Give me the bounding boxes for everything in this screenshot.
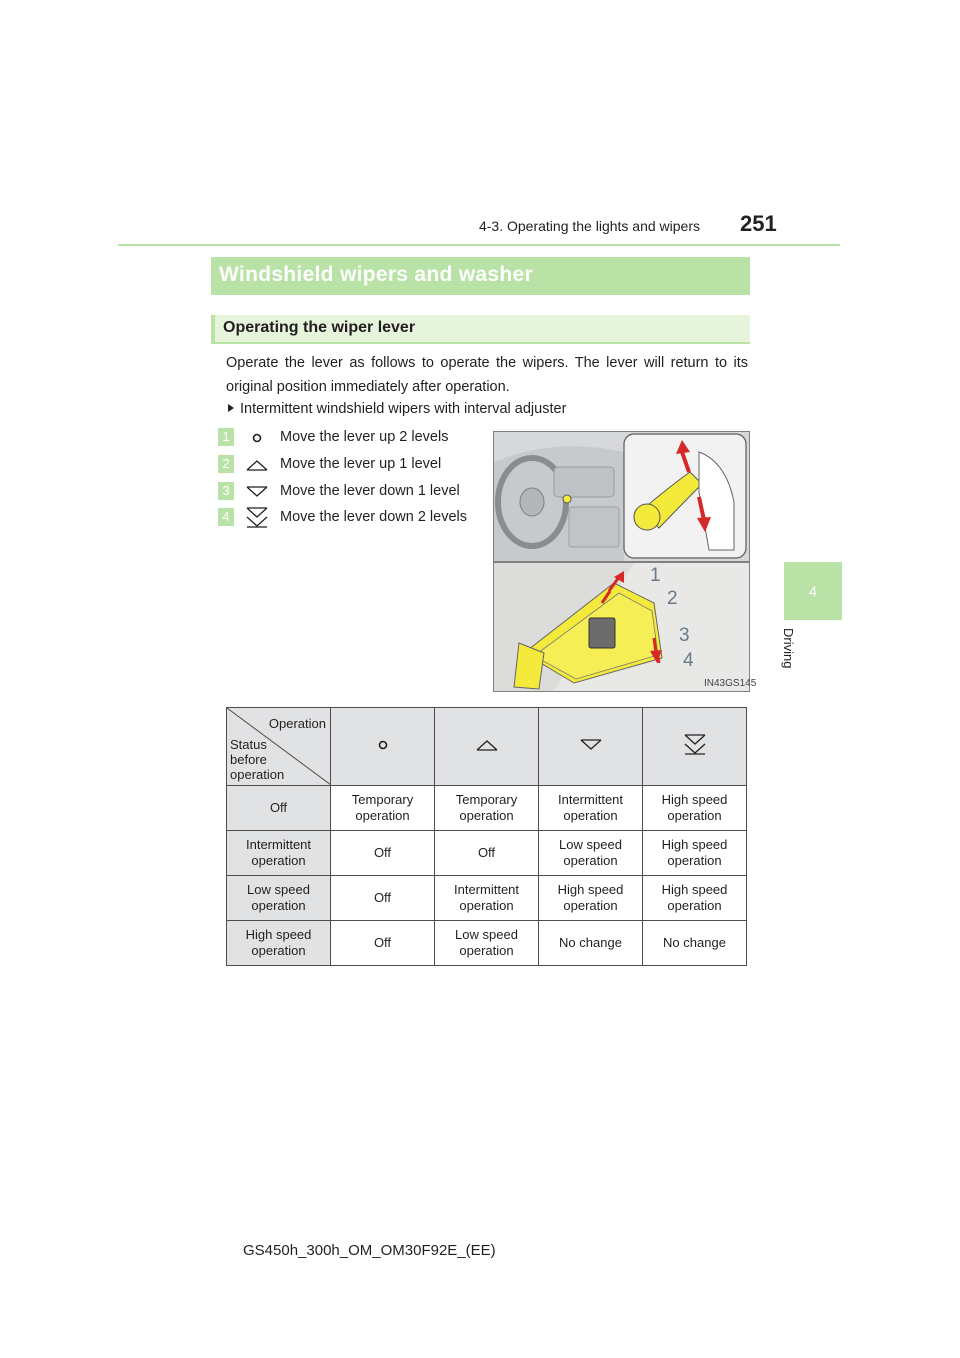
column-header-up-1	[435, 708, 539, 786]
step-3	[218, 482, 488, 502]
header-rule	[118, 244, 840, 246]
step-1	[218, 428, 488, 448]
table-cell: Low speed operation	[435, 921, 539, 966]
table-cell: High speed operation	[643, 831, 747, 876]
chapter-label-text: Driving	[781, 628, 796, 669]
step-text: Move the lever up 1 level	[280, 456, 442, 472]
table-cell: High speed operation	[643, 876, 747, 921]
step-number: 4	[218, 508, 234, 526]
table-cell: No change	[643, 921, 747, 966]
header-status-line: before	[230, 752, 267, 767]
dashboard-illustration	[493, 431, 750, 562]
step-number: 1	[218, 428, 234, 446]
wiper-operation-table	[226, 707, 747, 966]
table-cell: Temporary operation	[435, 786, 539, 831]
subsection-title: Operating the wiper lever	[223, 319, 416, 336]
table-cell: Off	[435, 831, 539, 876]
step-number: 2	[218, 455, 234, 473]
table-row	[227, 831, 747, 876]
table-cell: Temporary operation	[331, 786, 435, 831]
lever-drawing	[494, 563, 749, 691]
chevron-down-icon	[244, 482, 270, 502]
column-header-down-2	[643, 708, 747, 786]
bullet-item	[228, 401, 566, 417]
status-cell: Intermittent operation	[227, 831, 331, 876]
chevron-up-icon	[244, 455, 270, 475]
header-operation: Operation	[268, 716, 326, 731]
document-footer: GS450h_300h_OM_OM30F92E_(EE)	[243, 1242, 496, 1259]
callout-1: 1	[650, 565, 661, 586]
double-chevron-down-icon	[244, 506, 270, 530]
status-cell: Off	[227, 786, 331, 831]
table-cell: Intermittent operation	[539, 786, 643, 831]
chevron-up-icon	[474, 735, 500, 755]
table-row	[227, 921, 747, 966]
step-4	[218, 508, 488, 528]
table-cell: Intermittent operation	[435, 876, 539, 921]
table-cell: Off	[331, 921, 435, 966]
table-cell: No change	[539, 921, 643, 966]
table-cell: Low speed operation	[539, 831, 643, 876]
dashboard-drawing	[494, 432, 749, 561]
status-cell: High speed operation	[227, 921, 331, 966]
table-cell: High speed operation	[539, 876, 643, 921]
subsection-title-bar	[211, 315, 750, 344]
table-row	[227, 786, 747, 831]
section-title: Windshield wipers and washer	[219, 263, 533, 286]
table-cell: Off	[331, 876, 435, 921]
section-title-bar	[211, 257, 750, 295]
circle-icon	[244, 428, 270, 448]
step-text: Move the lever down 1 level	[280, 483, 460, 499]
step-number: 3	[218, 482, 234, 500]
running-section-title: 4-3. Operating the lights and wipers	[478, 218, 700, 234]
page-number: 251	[740, 211, 777, 236]
callout-4: 4	[683, 650, 694, 671]
table-row	[227, 876, 747, 921]
double-chevron-down-icon	[682, 733, 708, 757]
table-corner-cell	[227, 708, 331, 786]
chevron-down-icon	[578, 735, 604, 755]
column-header-up-2	[331, 708, 435, 786]
header-status	[230, 737, 284, 782]
figure-code: IN43GS145	[704, 678, 757, 689]
subsection-accent	[211, 315, 215, 342]
step-text: Move the lever up 2 levels	[280, 429, 449, 445]
table-cell: High speed operation	[643, 786, 747, 831]
step-text: Move the lever down 2 levels	[280, 509, 467, 525]
chapter-label	[780, 628, 800, 688]
column-header-down-1	[539, 708, 643, 786]
callout-2: 2	[667, 588, 678, 609]
bullet-arrow-icon	[228, 404, 234, 412]
table-header-row	[227, 708, 747, 786]
circle-icon	[370, 735, 396, 755]
bullet-text: Intermittent windshield wipers with interval adjuster	[240, 401, 567, 417]
step-2	[218, 455, 488, 475]
header-status-line: operation	[230, 767, 285, 782]
callout-3: 3	[679, 625, 690, 646]
intro-paragraph: Operate the lever as follows to operate the wipers. The lever will return to its original position immediately after operation.	[226, 355, 748, 395]
chapter-tab: 4	[784, 562, 842, 620]
table-cell: Off	[331, 831, 435, 876]
status-cell: Low speed operation	[227, 876, 331, 921]
lever-illustration	[493, 562, 750, 692]
header-status-line: Status	[230, 737, 267, 752]
